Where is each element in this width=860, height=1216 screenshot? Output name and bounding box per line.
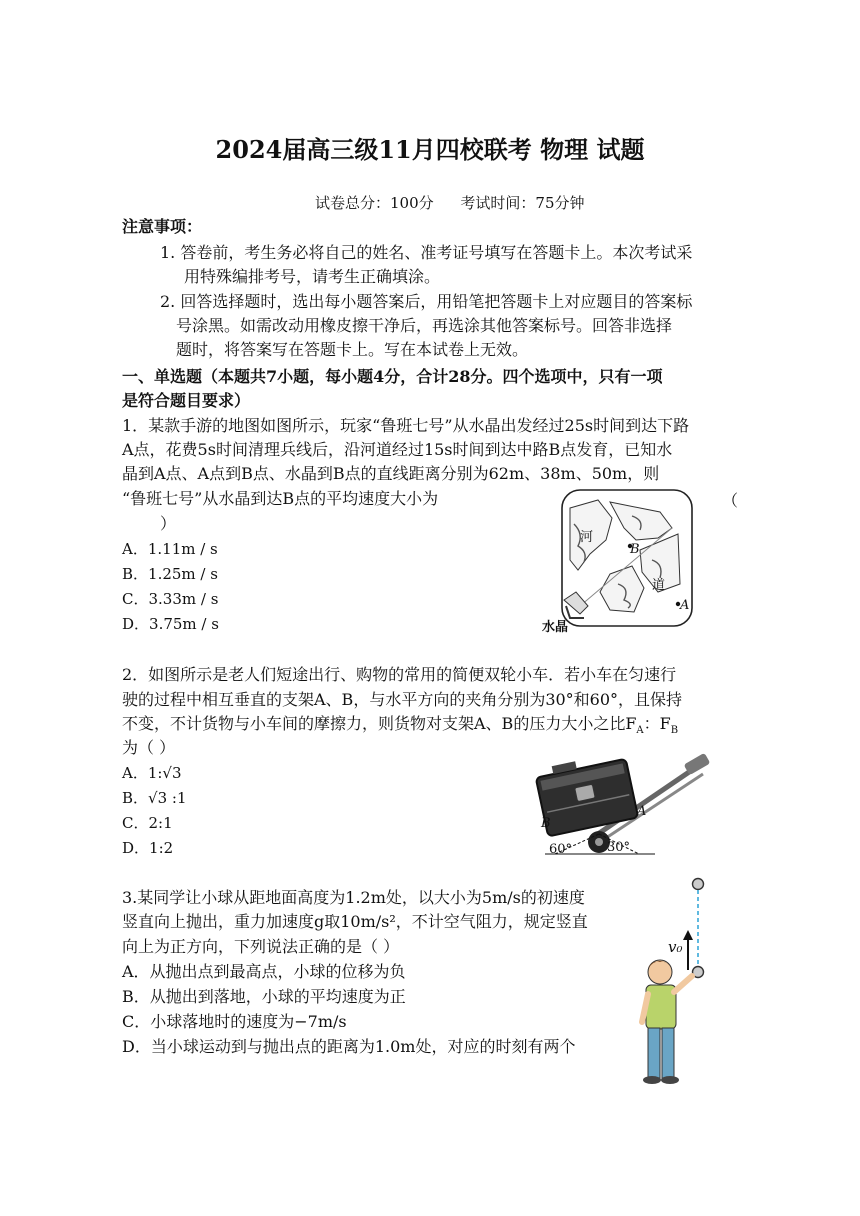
notice-item2-line2: 号涂黑。如需改动用橡皮擦干净后，再选涂其他答案标号。回答非选择 — [176, 316, 673, 335]
map-label-crystal: 水晶 — [542, 620, 569, 635]
q1-map-figure — [540, 488, 696, 634]
q1-option-d: D．3.75m / s — [122, 615, 219, 633]
cart-label-a: A — [637, 804, 647, 819]
q1-line3: 晶到A点、A点到B点、水晶到B点的直线距离分别为62m、38m、50m，则 — [122, 464, 660, 483]
q1-line1: 1．某款手游的地图如图所示，玩家“鲁班七号”从水晶出发经过25s时间到达下路 — [122, 416, 690, 435]
q3-line3: 向上为正方向，下列说法正确的是（ ） — [122, 937, 400, 956]
q3-line2: 竖直向上抛出，重力加速度g取10m/s²，不计空气阻力，规定竖直 — [122, 912, 588, 931]
q2-line1: 2．如图所示是老人们短途出行、购物的常用的简便双轮小车．若小车在匀速行 — [122, 665, 677, 684]
map-label-road: 道 — [652, 578, 666, 593]
q2-cart-figure — [535, 750, 715, 862]
q2-option-d: D．1:2 — [122, 839, 174, 857]
exam-meta — [315, 192, 585, 213]
exam-time: 考试时间：75分钟 — [460, 194, 585, 212]
q3-line1: 3.某同学让小球从距地面高度为1.2m处，以大小为5m/s的初速度 — [122, 888, 585, 907]
q2-line3-text: 不变，不计货物与小车间的摩擦力，则货物对支架A、B的压力大小之比F — [122, 714, 637, 733]
notice-item1-line1: 1. 答卷前，考生务必将自己的姓名、准考证号填写在答题卡上。本次考试采 — [160, 243, 693, 262]
q1-option-b: B．1.25m / s — [122, 565, 218, 583]
q2-option-a: A．1:√3 — [122, 764, 182, 782]
q1-paren-open: （ — [722, 491, 739, 510]
q2-option-b: B．√3 :1 — [122, 789, 187, 807]
q2-option-c: C．2:1 — [122, 814, 173, 832]
q2-line4: 为（ ） — [122, 738, 176, 757]
q2-colon: ：F — [643, 714, 671, 733]
page-title: 2024届高三级11月四校联考 物理 试题 — [215, 135, 645, 164]
q3-option-d: D．当小球运动到与抛出点的距离为1.0m处，对应的时刻有两个 — [122, 1037, 576, 1056]
cart-angle-30: 30° — [607, 840, 631, 855]
map-label-a: A — [680, 598, 690, 613]
section1-heading-line1: 一、单选题（本题共7小题，每小题4分，合计28分。四个选项中，只有一项 — [122, 367, 663, 386]
q3-toss-figure — [630, 872, 740, 1090]
v0-label: v₀ — [668, 938, 683, 956]
map-label-b: B — [630, 542, 640, 557]
q2-sub-a: A — [636, 725, 644, 737]
q3-option-c: C．小球落地时的速度为−7m/s — [122, 1012, 347, 1031]
total-score: 试卷总分：100分 — [315, 194, 434, 212]
ball-toss-illustration — [630, 872, 740, 1090]
q1-line2: A点，花费5s时间清理兵线后，沿河道经过15s时间到达中路B点发育，已知水 — [122, 440, 673, 459]
notice-item2-line3: 题时，将答案写在答题卡上。写在本试卷上无效。 — [176, 340, 529, 359]
q2-line3 — [122, 713, 678, 742]
game-map-illustration — [540, 488, 696, 634]
q2-sub-b: B — [670, 725, 679, 737]
notice-item1-line2: 用特殊编排考号，请考生正确填涂。 — [184, 267, 441, 286]
cart-angle-60: 60° — [549, 842, 573, 857]
notice-heading: 注意事项： — [122, 217, 203, 236]
q3-option-a: A．从抛出点到最高点，小球的位移为负 — [122, 962, 406, 981]
q1-paren-close: ） — [160, 514, 177, 533]
notice-item2-line1: 2. 回答选择题时，选出每小题答案后，用铅笔把答题卡上对应题目的答案标 — [160, 292, 693, 311]
q1-option-a: A．1.11m / s — [122, 540, 218, 558]
section1-heading-line2: 是符合题目要求） — [122, 391, 251, 410]
cart-label-b: B — [541, 816, 551, 831]
q2-line2: 驶的过程中相互垂直的支架A、B，与水平方向的夹角分别为30°和60°，且保持 — [122, 690, 683, 709]
q1-option-c: C．3.33m / s — [122, 590, 219, 608]
map-label-river: 河 — [580, 530, 594, 545]
q1-line4: “鲁班七号”从水晶到达B点的平均速度大小为 — [122, 489, 439, 508]
q3-option-b: B．从抛出到落地，小球的平均速度为正 — [122, 987, 406, 1006]
